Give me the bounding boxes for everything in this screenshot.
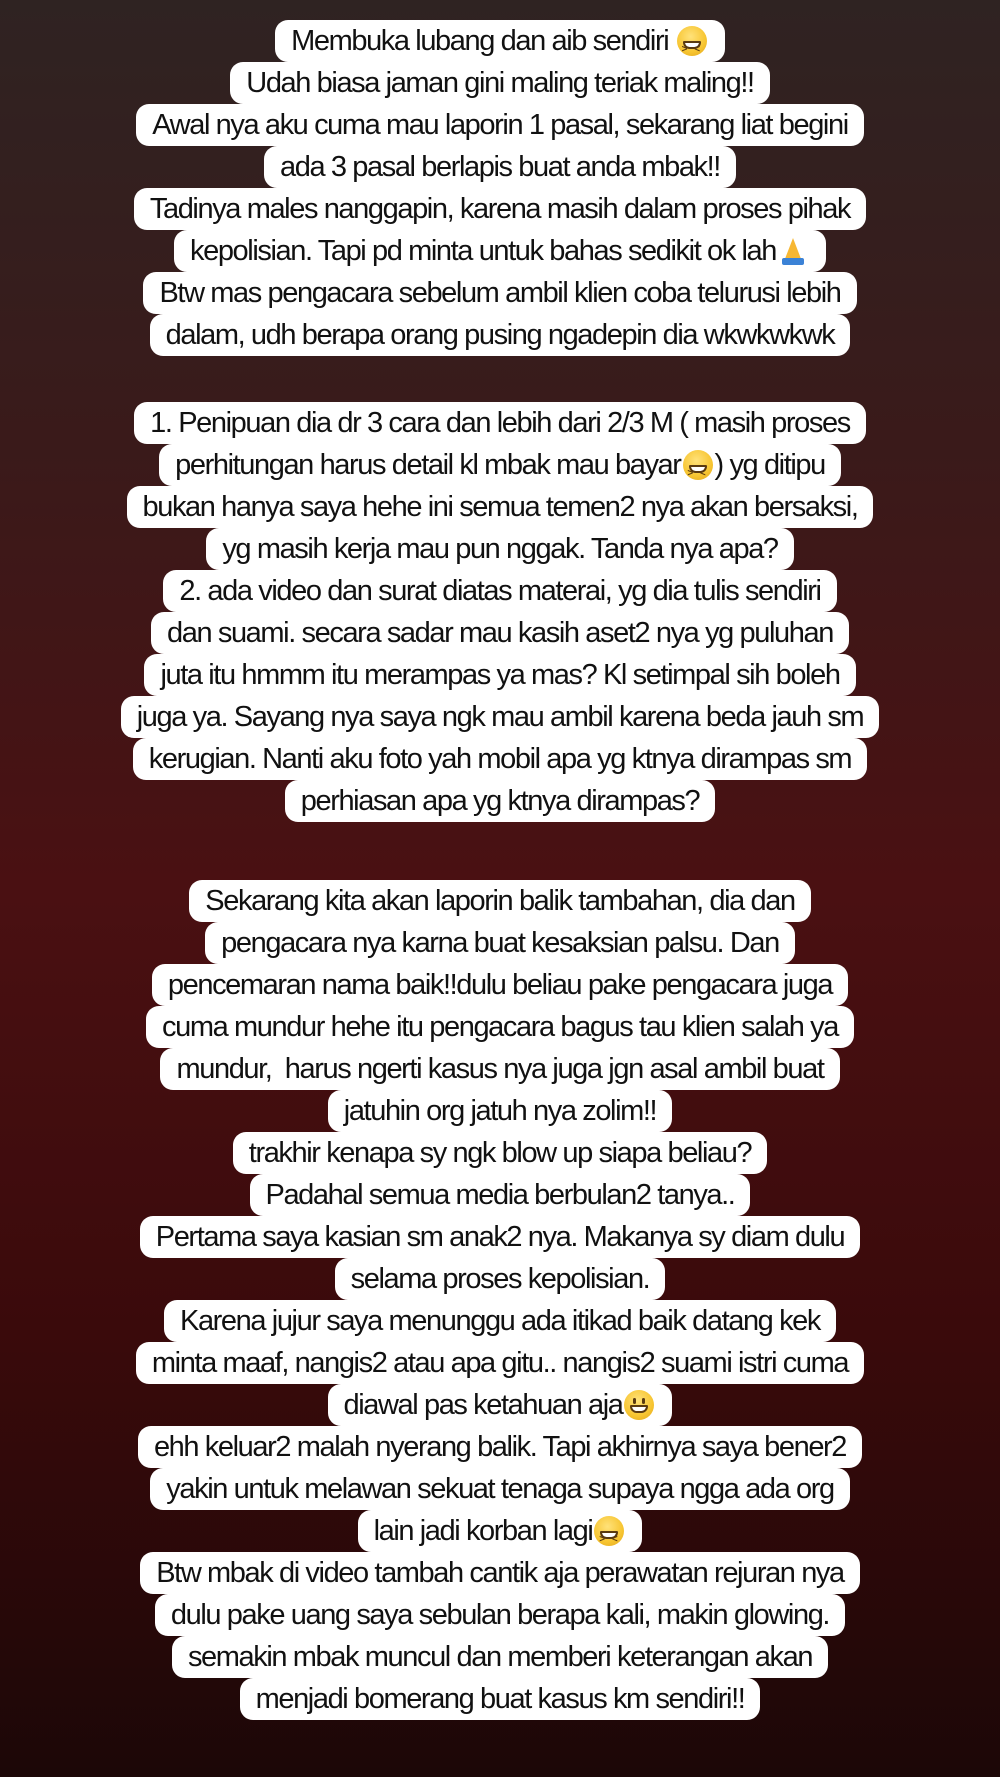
text-line <box>174 230 826 272</box>
text-segment: yg masih kerja mau pun nggak. Tanda nya apa? <box>222 533 778 565</box>
text-segment: trakhir kenapa sy ngk blow up siapa beliau? <box>248 1137 752 1169</box>
text-segment: juga ya. Sayang nya saya ngk mau ambil karena beda jauh sm <box>136 701 864 733</box>
text-line <box>152 964 848 1006</box>
text-line <box>206 528 793 570</box>
grinning-squinting-face-icon <box>683 450 713 480</box>
text-segment: ehh keluar2 malah nyerang balik. Tapi akhirnya saya bener2 <box>153 1431 847 1463</box>
text-line <box>133 738 867 780</box>
text-line <box>134 188 866 230</box>
text-segment: Udah biasa jaman gini maling teriak maling!! <box>246 67 754 99</box>
text-line <box>121 696 879 738</box>
text-line <box>150 1468 849 1510</box>
text-segment: Padahal semua media berbulan2 tanya.. <box>265 1179 735 1211</box>
text-line <box>138 1426 862 1468</box>
text-line <box>163 570 836 612</box>
text-line <box>335 1258 666 1300</box>
folded-hands-icon <box>778 236 808 266</box>
text-segment: dan suami. secara sadar mau kasih aset2 nya yg puluhan <box>167 617 833 649</box>
text-segment: Awal nya aku cuma mau laporin 1 pasal, sekarang liat begini <box>152 109 848 141</box>
text-segment: ada 3 pasal berlapis buat anda mbak!! <box>280 151 720 183</box>
text-segment: Btw mas pengacara sebelum ambil klien coba telurusi lebih <box>159 277 841 309</box>
text-segment: kerugian. Nanti aku foto yah mobil apa yg ktnya dirampas sm <box>148 743 852 775</box>
text-segment: dulu pake uang saya sebulan berapa kali, makin glowing. <box>170 1599 830 1631</box>
text-segment: yakin untuk melawan sekuat tenaga supaya ngga ada org <box>166 1473 834 1505</box>
text-line <box>172 1636 828 1678</box>
text-line <box>159 444 841 486</box>
text-line <box>233 1132 767 1174</box>
text-segment: pencemaran nama baik!!dulu beliau pake pengacara juga <box>167 969 833 1001</box>
text-line <box>275 20 725 62</box>
text-line <box>205 922 795 964</box>
text-line <box>160 1048 839 1090</box>
text-line <box>328 1384 673 1426</box>
text-line <box>150 314 851 356</box>
text-line <box>144 654 855 696</box>
text-segment: menjadi bomerang buat kasus km sendiri!! <box>255 1683 745 1715</box>
text-segment: diawal pas ketahuan aja <box>343 1389 623 1421</box>
text-line <box>136 104 864 146</box>
text-segment: selama proses kepolisian. <box>350 1263 650 1295</box>
text-segment: kepolisian. Tapi pd minta untuk bahas sedikit ok lah <box>189 235 777 267</box>
grinning-squinting-face-icon <box>677 26 707 56</box>
text-line <box>285 780 716 822</box>
text-block-3 <box>0 880 1000 1720</box>
text-line <box>189 880 810 922</box>
text-segment: Tadinya males nanggapin, karena masih dalam proses pihak <box>149 193 851 225</box>
text-segment: Pertama saya kasian sm anak2 nya. Makanya sy diam dulu <box>155 1221 845 1253</box>
text-segment: mundur, harus ngerti kasus nya juga jgn asal ambil buat <box>176 1053 824 1085</box>
text-line <box>155 1594 845 1636</box>
text-segment: 1. Penipuan dia dr 3 cara dan lebih dari 2/3 M ( masih proses <box>150 407 850 439</box>
text-line <box>140 1216 860 1258</box>
text-segment: bukan hanya saya hehe ini semua temen2 nya akan bersaksi, <box>142 491 858 523</box>
text-segment: 2. ada video dan surat diatas materai, yg dia tulis sendiri <box>179 575 821 607</box>
text-line <box>143 272 856 314</box>
text-line <box>140 1552 860 1594</box>
text-line <box>151 612 849 654</box>
text-segment: perhitungan harus detail kl mbak mau bayar <box>175 449 681 481</box>
text-segment: semakin mbak muncul dan memberi keterangan akan <box>187 1641 813 1673</box>
grinning-squinting-face-icon <box>594 1516 624 1546</box>
text-segment: minta maaf, nangis2 atau apa gitu.. nangis2 suami istri cuma <box>151 1347 849 1379</box>
text-segment: Btw mbak di video tambah cantik aja perawatan rejuran nya <box>156 1557 844 1589</box>
text-line <box>358 1510 643 1552</box>
text-segment: juta itu hmmm itu merampas ya mas? Kl setimpal sih boleh <box>160 659 840 691</box>
text-segment: pengacara nya karna buat kesaksian palsu. Dan <box>221 927 779 959</box>
text-line <box>164 1300 836 1342</box>
text-line <box>240 1678 761 1720</box>
text-line <box>127 486 874 528</box>
text-segment: lain jadi korban lagi <box>373 1515 593 1547</box>
text-line <box>136 1342 864 1384</box>
text-block-2 <box>0 402 1000 822</box>
text-segment: ) yg ditipu <box>714 449 825 481</box>
text-segment: Sekarang kita akan laporin balik tambahan, dia dan <box>205 885 795 917</box>
text-line <box>134 402 866 444</box>
text-line <box>146 1006 854 1048</box>
text-segment: jatuhin org jatuh nya zolim!! <box>343 1095 657 1127</box>
grinning-face-icon <box>624 1390 654 1420</box>
text-block-1 <box>0 20 1000 356</box>
text-segment: perhiasan apa yg ktnya dirampas? <box>300 785 700 817</box>
text-segment: Karena jujur saya menunggu ada itikad baik datang kek <box>180 1305 820 1337</box>
text-segment: Membuka lubang dan aib sendiri <box>291 25 675 57</box>
text-line <box>250 1174 751 1216</box>
text-segment: dalam, udh berapa orang pusing ngadepin dia wkwkwkwk <box>165 319 835 351</box>
text-line <box>328 1090 672 1132</box>
text-line <box>264 146 736 188</box>
text-segment: cuma mundur hehe itu pengacara bagus tau klien salah ya <box>162 1011 838 1043</box>
